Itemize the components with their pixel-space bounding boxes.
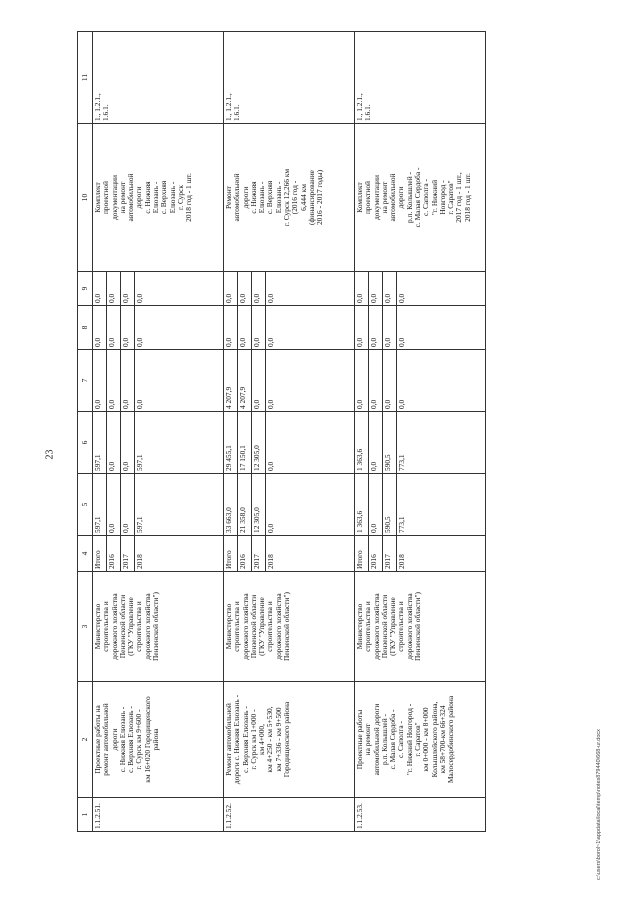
header-col-5: 5 — [78, 474, 93, 536]
year-cell: 2018 — [266, 536, 355, 572]
federal-budget-cell: 0,0 — [266, 350, 355, 412]
regional-budget-cell: 590,5 — [383, 412, 397, 474]
local-budget-cell: 0,0 — [369, 306, 383, 350]
page-number: 23 — [44, 449, 56, 460]
year-cell: 2016 — [107, 536, 121, 572]
table-body — [93, 32, 486, 832]
result-cell: Комплект проектной документации на ремонт автомобильной дороги с. Нижняя Елюзань - с. Верхняя Елюзань - г. Сурск 2018 год - 1 шт. — [93, 124, 224, 272]
total-cell: 597,1 — [93, 474, 107, 536]
header-col-9: 9 — [78, 272, 93, 306]
total-cell: 0,0 — [369, 474, 383, 536]
local-budget-cell: 0,0 — [107, 306, 121, 350]
header-col-1: 1 — [78, 798, 93, 832]
federal-budget-cell: 0,0 — [121, 350, 135, 412]
total-cell: 12 305,0 — [252, 474, 266, 536]
total-cell: 0,0 — [121, 474, 135, 536]
total-cell: 33 663,0 — [224, 474, 238, 536]
year-cell: 2016 — [238, 536, 252, 572]
federal-budget-cell: 4 207,9 — [224, 350, 238, 412]
program-table — [77, 31, 486, 832]
header-col-3: 3 — [78, 572, 93, 682]
total-cell: 590,5 — [383, 474, 397, 536]
total-cell: 0,0 — [107, 474, 121, 536]
row-name-cell: Проектные работы на ремонт автомобильной дороги р.п. Колышлей - с. Малая Сердоба - с. Саполга - "г. Нижний Новгород - г. Саратов" км 0+000 - км 8+000 Колышлейского района, км 58+700-км 66+324 Малосердобинского района — [355, 682, 486, 798]
table-row — [93, 32, 107, 832]
row-code-cell: 1.1.2.53. — [355, 798, 486, 832]
other-sources-cell: 0,0 — [355, 272, 369, 306]
year-cell: Итого — [355, 536, 369, 572]
row-executor-cell: Министерство строительства и дорожного хозяйства Пензенской области (ГКУ "Управление строительства и дорожного хозяйства Пензенской области") — [93, 572, 224, 682]
indicator-cell: 1., 1.2.1., 1.6.1. — [224, 32, 355, 124]
table-row — [355, 32, 369, 832]
federal-budget-cell: 0,0 — [355, 350, 369, 412]
regional-budget-cell: 773,1 — [397, 412, 486, 474]
other-sources-cell: 0,0 — [369, 272, 383, 306]
regional-budget-cell: 1 363,6 — [355, 412, 369, 474]
federal-budget-cell: 0,0 — [93, 350, 107, 412]
other-sources-cell: 0,0 — [383, 272, 397, 306]
federal-budget-cell: 4 207,9 — [238, 350, 252, 412]
local-budget-cell: 0,0 — [121, 306, 135, 350]
year-cell: Итого — [93, 536, 107, 572]
row-executor-cell: Министерство строительства и дорожного хозяйства Пензенской области (ГКУ "Управление строительства и дорожного хозяйства Пензенской области") — [224, 572, 355, 682]
total-cell: 21 358,0 — [238, 474, 252, 536]
header-col-6: 6 — [78, 412, 93, 474]
year-cell: 2016 — [369, 536, 383, 572]
other-sources-cell: 0,0 — [107, 272, 121, 306]
regional-budget-cell: 29 455,1 — [224, 412, 238, 474]
file-path-footer: c:\users\borol~1\appdata\local\temp\notes879440\668-ur.docx — [596, 729, 602, 880]
result-cell: Ремонт автомобильной дороги с. Нижняя Елюзань - с. Верхняя Елюзань - г. Сурск 12,266 км (2016 год - 6,444 км (финансирование 2016 - 2017 годы) — [224, 124, 355, 272]
local-budget-cell: 0,0 — [266, 306, 355, 350]
local-budget-cell: 0,0 — [135, 306, 224, 350]
local-budget-cell: 0,0 — [224, 306, 238, 350]
indicator-cell: 1., 1.2.1., 1.6.1. — [93, 32, 224, 124]
header-col-7: 7 — [78, 350, 93, 412]
local-budget-cell: 0,0 — [383, 306, 397, 350]
year-cell: 2017 — [252, 536, 266, 572]
header-col-8: 8 — [78, 306, 93, 350]
federal-budget-cell: 0,0 — [369, 350, 383, 412]
year-cell: 2018 — [397, 536, 486, 572]
row-code-cell: 1.1.2.52. — [224, 798, 355, 832]
year-cell: 2018 — [135, 536, 224, 572]
total-cell: 0,0 — [266, 474, 355, 536]
regional-budget-cell: 0,0 — [369, 412, 383, 474]
other-sources-cell: 0,0 — [93, 272, 107, 306]
federal-budget-cell: 0,0 — [397, 350, 486, 412]
result-cell: Комплект проектной документации на ремонт автомобильной дороги р.п. Колышлей - с. Малая Сердоба - с. Саполга - "г. Нижний Новгород - г. Саратов" 2017 год - 1 шт., 2018 год - 1 шт. — [355, 124, 486, 272]
other-sources-cell: 0,0 — [238, 272, 252, 306]
row-code-cell: 1.1.2.51. — [93, 798, 224, 832]
total-cell: 773,1 — [397, 474, 486, 536]
local-budget-cell: 0,0 — [397, 306, 486, 350]
regional-budget-cell: 0,0 — [107, 412, 121, 474]
regional-budget-cell: 0,0 — [266, 412, 355, 474]
year-cell: Итого — [224, 536, 238, 572]
row-name-cell: Проектные работы на ремонт автомобильной дороги с. Нижняя Елюзань - с. Верхняя Елюзань - г. Сурск км 9+600 - км 16+020 Городищенского района — [93, 682, 224, 798]
regional-budget-cell: 17 150,1 — [238, 412, 252, 474]
total-cell: 597,1 — [135, 474, 224, 536]
header-col-10: 10 — [78, 124, 93, 272]
header-col-2: 2 — [78, 682, 93, 798]
other-sources-cell: 0,0 — [121, 272, 135, 306]
table-row — [224, 32, 238, 832]
federal-budget-cell: 0,0 — [135, 350, 224, 412]
other-sources-cell: 0,0 — [397, 272, 486, 306]
federal-budget-cell: 0,0 — [383, 350, 397, 412]
header-col-11: 11 — [78, 32, 93, 124]
local-budget-cell: 0,0 — [93, 306, 107, 350]
other-sources-cell: 0,0 — [252, 272, 266, 306]
local-budget-cell: 0,0 — [252, 306, 266, 350]
regional-budget-cell: 0,0 — [121, 412, 135, 474]
year-cell: 2017 — [383, 536, 397, 572]
local-budget-cell: 0,0 — [238, 306, 252, 350]
header-col-4: 4 — [78, 536, 93, 572]
total-cell: 1 363,6 — [355, 474, 369, 536]
other-sources-cell: 0,0 — [266, 272, 355, 306]
regional-budget-cell: 597,1 — [93, 412, 107, 474]
regional-budget-cell: 12 305,0 — [252, 412, 266, 474]
column-number-header — [78, 32, 93, 832]
local-budget-cell: 0,0 — [355, 306, 369, 350]
row-name-cell: Ремонт автомобильной дороги с. Нижняя Елюзань - с. Верхняя Елюзань - г. Сурск км 1+000 - км 4+000, км 4+250 - км 5+530, км 7+336 - км 9+500 Городищенского района — [224, 682, 355, 798]
other-sources-cell: 0,0 — [224, 272, 238, 306]
federal-budget-cell: 0,0 — [107, 350, 121, 412]
federal-budget-cell: 0,0 — [252, 350, 266, 412]
row-executor-cell: Министерство строительства и дорожного хозяйства Пензенской области (ГКУ "Управление строительства и дорожного хозяйства Пензенской области") — [355, 572, 486, 682]
rotated-table-wrapper — [77, 32, 637, 832]
year-cell: 2017 — [121, 536, 135, 572]
indicator-cell: 1., 1.2.1., 1.6.1. — [355, 32, 486, 124]
regional-budget-cell: 597,1 — [135, 412, 224, 474]
other-sources-cell: 0,0 — [135, 272, 224, 306]
